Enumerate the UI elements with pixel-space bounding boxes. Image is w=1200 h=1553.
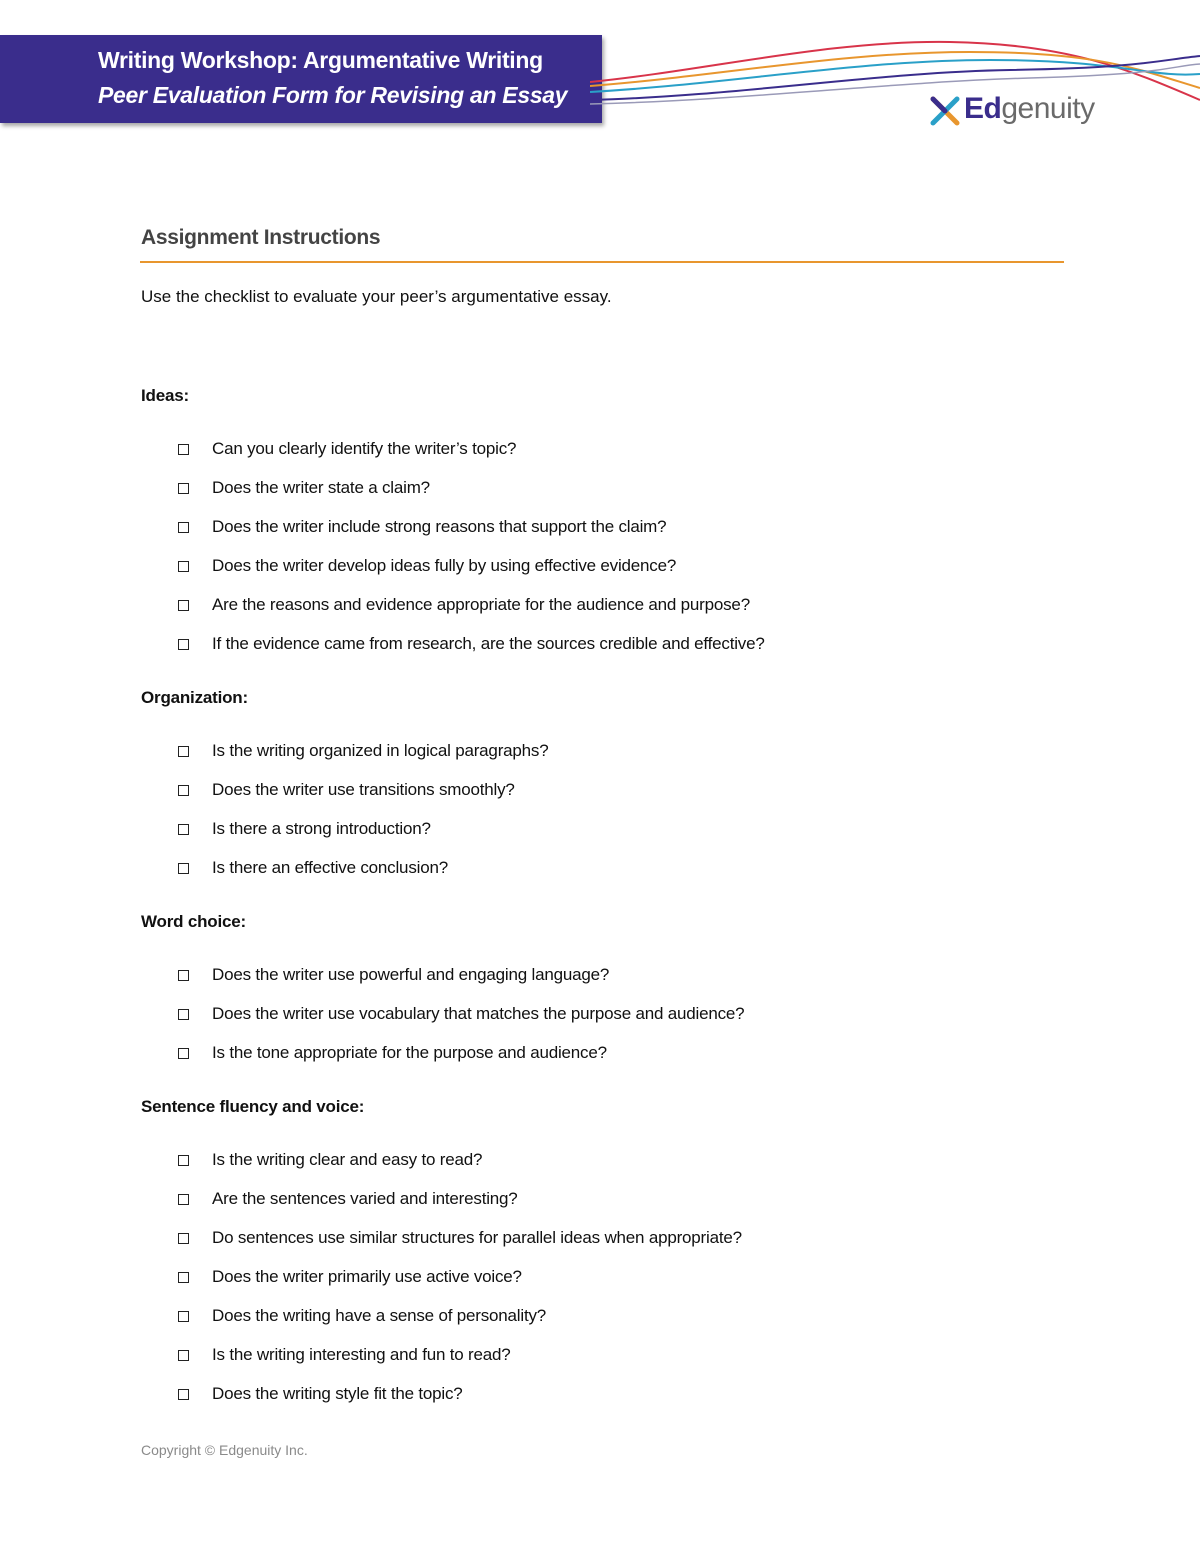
checklist-item-text: Is there a strong introduction?: [212, 819, 431, 838]
checklist-item-text: Does the writer state a claim?: [212, 478, 430, 497]
checkbox[interactable]: [178, 639, 189, 650]
checkbox[interactable]: [178, 1233, 189, 1244]
checklist-item-text: Can you clearly identify the writer’s topic?: [212, 439, 517, 458]
checklist-item-text: Does the writing style fit the topic?: [212, 1384, 463, 1403]
edgenuity-x-icon: [930, 96, 960, 126]
checklist-item-text: Does the writing have a sense of personality?: [212, 1306, 547, 1325]
instruction-text: Use the checklist to evaluate your peer’s argumentative essay.: [141, 287, 612, 306]
checklist-item-text: Does the writer use powerful and engaging language?: [212, 965, 610, 984]
category-label-ideas: Ideas:: [141, 386, 189, 405]
checkbox[interactable]: [178, 1194, 189, 1205]
checklist-item-text: Is there an effective conclusion?: [212, 858, 448, 877]
wave-red: [590, 42, 1200, 100]
checkbox[interactable]: [178, 444, 189, 455]
checkbox[interactable]: [178, 1009, 189, 1020]
checkbox[interactable]: [178, 1350, 189, 1361]
checkbox[interactable]: [178, 785, 189, 796]
copyright-notice: Copyright © Edgenuity Inc.: [141, 1442, 308, 1458]
heading-divider: [140, 261, 1064, 263]
checkbox[interactable]: [178, 522, 189, 533]
checklist-item-text: Does the writer use transitions smoothly?: [212, 780, 515, 799]
logo-wordmark-ed: Ed: [964, 92, 1002, 125]
checkbox[interactable]: [178, 561, 189, 572]
checkbox[interactable]: [178, 1272, 189, 1283]
checklist-item-text: Does the writer use vocabulary that matches the purpose and audience?: [212, 1004, 745, 1023]
checkbox[interactable]: [178, 1048, 189, 1059]
checklist-item-text: Does the writer include strong reasons that support the claim?: [212, 517, 667, 536]
checklist-item-text: Are the reasons and evidence appropriate for the audience and purpose?: [212, 595, 750, 614]
checkbox[interactable]: [178, 483, 189, 494]
checklist-item-text: Is the writing organized in logical paragraphs?: [212, 741, 549, 760]
category-label-word-choice: Word choice:: [141, 912, 246, 931]
checklist-item-text: Do sentences use similar structures for parallel ideas when appropriate?: [212, 1228, 742, 1247]
checkbox[interactable]: [178, 863, 189, 874]
checkbox[interactable]: [178, 746, 189, 757]
section-heading: Assignment Instructions: [141, 226, 381, 249]
logo-wordmark: [964, 92, 1095, 126]
decorative-waves-icon: [590, 30, 1200, 120]
logo-wordmark-rest: genuity: [1001, 92, 1095, 125]
header-banner: [0, 35, 602, 123]
checkbox[interactable]: [178, 970, 189, 981]
document-title: Writing Workshop: Argumentative Writing: [98, 47, 543, 73]
checklist-item-text: Is the writing interesting and fun to read?: [212, 1345, 511, 1364]
category-label-organization: Organization:: [141, 688, 248, 707]
checklist-item-text: Are the sentences varied and interesting?: [212, 1189, 518, 1208]
checklist-item-text: Is the tone appropriate for the purpose and audience?: [212, 1043, 607, 1062]
checklist-item-text: Does the writer develop ideas fully by using effective evidence?: [212, 556, 677, 575]
checklist-item-text: Does the writer primarily use active voice?: [212, 1267, 522, 1286]
checkbox[interactable]: [178, 600, 189, 611]
checkbox[interactable]: [178, 1311, 189, 1322]
category-label-sentence-fluency: Sentence fluency and voice:: [141, 1097, 365, 1116]
checkbox[interactable]: [178, 1389, 189, 1400]
checkbox[interactable]: [178, 824, 189, 835]
document-subtitle: Peer Evaluation Form for Revising an Essay: [98, 82, 568, 108]
checklist-item-text: If the evidence came from research, are the sources credible and effective?: [212, 634, 765, 653]
checkbox[interactable]: [178, 1155, 189, 1166]
checklist-item-text: Is the writing clear and easy to read?: [212, 1150, 483, 1169]
